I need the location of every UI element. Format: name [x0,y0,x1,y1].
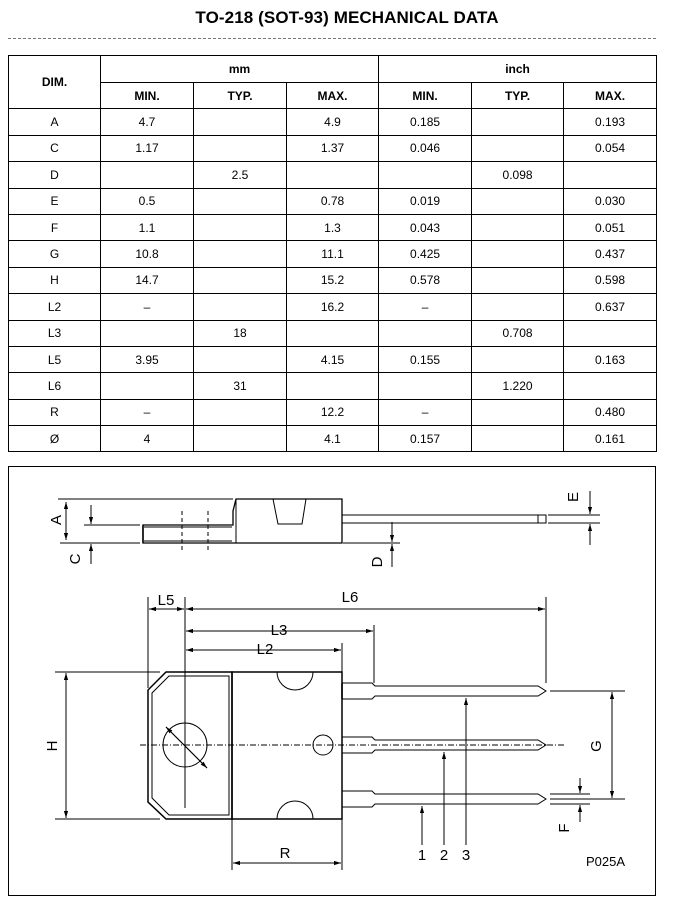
dim-cell: A [9,109,101,135]
dimension-A [58,499,233,543]
value-cell: 0.637 [564,294,657,320]
value-cell: 11.1 [287,241,379,267]
dimension-F [550,778,590,822]
value-cell: 4.9 [287,109,379,135]
dim-cell: L3 [9,320,101,346]
value-cell: 0.708 [472,320,564,346]
value-cell: 0.163 [564,346,657,372]
value-cell: – [379,399,472,425]
label-H: H [44,740,61,752]
label-pin-3: 3 [461,847,471,864]
column-header: TYP. [472,83,564,109]
value-cell: – [379,294,472,320]
value-cell: 18 [194,320,287,346]
label-L5: L5 [157,592,175,609]
label-G: G [588,740,605,752]
dim-cell: E [9,188,101,214]
value-cell: 4.1 [287,426,379,452]
column-header: MIN. [379,83,472,109]
dim-cell: H [9,267,101,293]
value-cell: 0.437 [564,241,657,267]
value-cell: 31 [194,373,287,399]
value-cell: 1.1 [101,214,194,240]
value-cell: 14.7 [101,267,194,293]
side-view-outline [143,499,546,552]
column-header: MIN. [101,83,194,109]
value-cell: 0.161 [564,426,657,452]
label-L2: L2 [256,641,274,658]
label-C: C [67,553,84,565]
value-cell: 0.425 [379,241,472,267]
mm-group-header: mm [101,56,379,83]
dimension-C [84,505,140,564]
inch-group-header: inch [379,56,657,83]
dim-cell: F [9,214,101,240]
label-pin-1: 1 [417,847,427,864]
value-cell: 3.95 [101,346,194,372]
label-D: D [369,556,386,568]
value-cell: 1.17 [101,135,194,161]
label-R: R [279,845,291,862]
label-pin-2: 2 [439,847,449,864]
value-cell: 16.2 [287,294,379,320]
top-view-outline [140,672,565,819]
value-cell: 0.193 [564,109,657,135]
dim-cell: L5 [9,346,101,372]
dim-cell: L6 [9,373,101,399]
value-cell: 0.098 [472,162,564,188]
value-cell: 10.8 [101,241,194,267]
value-cell: 1.3 [287,214,379,240]
label-L3: L3 [270,622,288,639]
value-cell: – [101,399,194,425]
value-cell: 4.7 [101,109,194,135]
value-cell: 1.220 [472,373,564,399]
label-A: A [48,514,65,526]
value-cell: 0.046 [379,135,472,161]
value-cell: 0.578 [379,267,472,293]
value-cell: 12.2 [287,399,379,425]
value-cell: 4.15 [287,346,379,372]
page-title: TO-218 (SOT-93) MECHANICAL DATA [195,8,499,27]
value-cell: 0.185 [379,109,472,135]
column-header: MAX. [564,83,657,109]
value-cell: 0.155 [379,346,472,372]
dim-cell: Ø [9,426,101,452]
value-cell: 0.78 [287,188,379,214]
pin-leaders [422,698,466,845]
dim-cell: R [9,399,101,425]
dim-cell: L2 [9,294,101,320]
dim-cell: G [9,241,101,267]
value-cell: 1.37 [287,135,379,161]
value-cell: 15.2 [287,267,379,293]
column-header: TYP. [194,83,287,109]
drawing-code: P025A [586,854,626,869]
dim-cell: D [9,162,101,188]
value-cell: 0.051 [564,214,657,240]
dimension-L6 [186,597,546,683]
value-cell: 0.5 [101,188,194,214]
label-E: E [565,491,582,503]
column-header: MAX. [287,83,379,109]
value-cell: 0.043 [379,214,472,240]
dim-cell: C [9,135,101,161]
pin-3-lead [342,683,546,699]
value-cell: 0.019 [379,188,472,214]
value-cell: 4 [101,426,194,452]
value-cell: 0.480 [564,399,657,425]
label-F: F [556,823,573,833]
value-cell: 0.598 [564,267,657,293]
value-cell: – [101,294,194,320]
value-cell: 2.5 [194,162,287,188]
label-L6: L6 [341,589,359,606]
value-cell: 0.054 [564,135,657,161]
dim-header: DIM. [9,56,101,109]
value-cell: 0.157 [379,426,472,452]
dimension-L5 [148,597,185,718]
value-cell: 0.030 [564,188,657,214]
